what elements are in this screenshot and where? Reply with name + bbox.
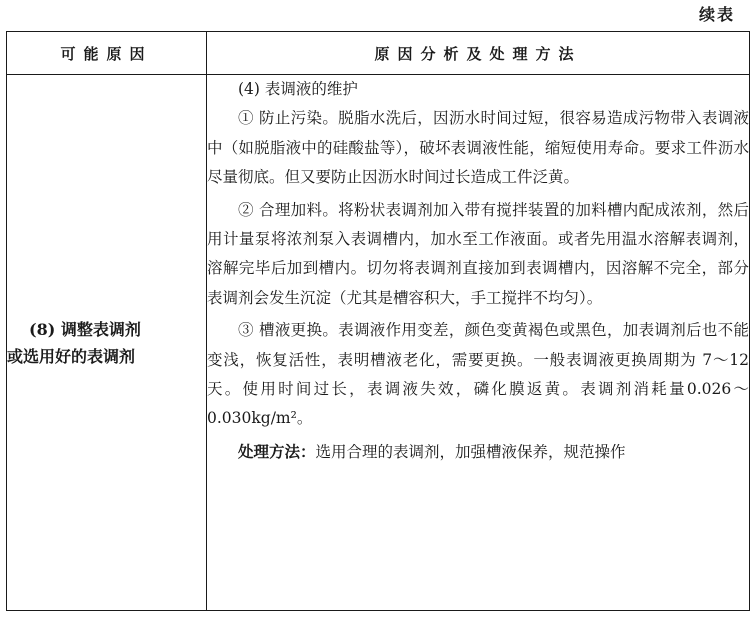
table-row: [7, 75, 750, 611]
table-header-row: [7, 32, 750, 75]
treatment-method-label: 处理方法：: [238, 441, 316, 461]
cause-cell: [7, 75, 207, 611]
cause-line-1: (8) 调整表调剂: [29, 319, 141, 339]
paragraph-bath-replacement: ③ 槽液更换。表调液作用变差，颜色变黄褐色或黑色，加表调剂后也不能变浅，恢复活性，表明槽液老化，需要更换。一般表调液更换周期为 7～12 天。使用时间过长，表调液失效，磷化膜返黄。表调剂消耗量0.026～0.030kg/m²。: [207, 321, 749, 428]
paragraph-proper-feeding: ② 合理加料。将粉状表调剂加入带有搅拌装置的加料槽内配成浓剂，然后用计量泵将浓剂泵入表调槽内，加水至工作液面。或者先用温水溶解表调剂，溶解完毕后加到槽内。切勿将表调剂直接加到表调槽内，因溶解不完全，部分表调剂会发生沉淀（尤其是槽容积大，手工搅拌不均匀）。: [207, 200, 749, 307]
analysis-cell: [207, 75, 750, 611]
treatment-method-text: 选用合理的表调剂，加强槽液保养，规范操作: [315, 442, 626, 461]
header-possible-cause: 可能原因: [7, 32, 207, 75]
paragraph-treatment-method: [207, 437, 749, 467]
cause-line-2: 或选用好的表调剂: [7, 346, 136, 366]
continued-table-label: 续表: [698, 5, 735, 24]
paragraph-prevent-contamination: ① 防止污染。脱脂水洗后，因沥水时间过短，很容易造成污物带入表调液中（如脱脂液中的硅酸盐等），破坏表调液性能，缩短使用寿命。要求工件沥水尽量彻底。但又要防止因沥水时间过长造成工件泛黄。: [207, 109, 749, 187]
section-title: (4) 表调液的维护: [238, 80, 358, 98]
troubleshooting-table: [6, 31, 750, 611]
header-analysis-method: 原因分析及处理方法: [207, 32, 750, 75]
